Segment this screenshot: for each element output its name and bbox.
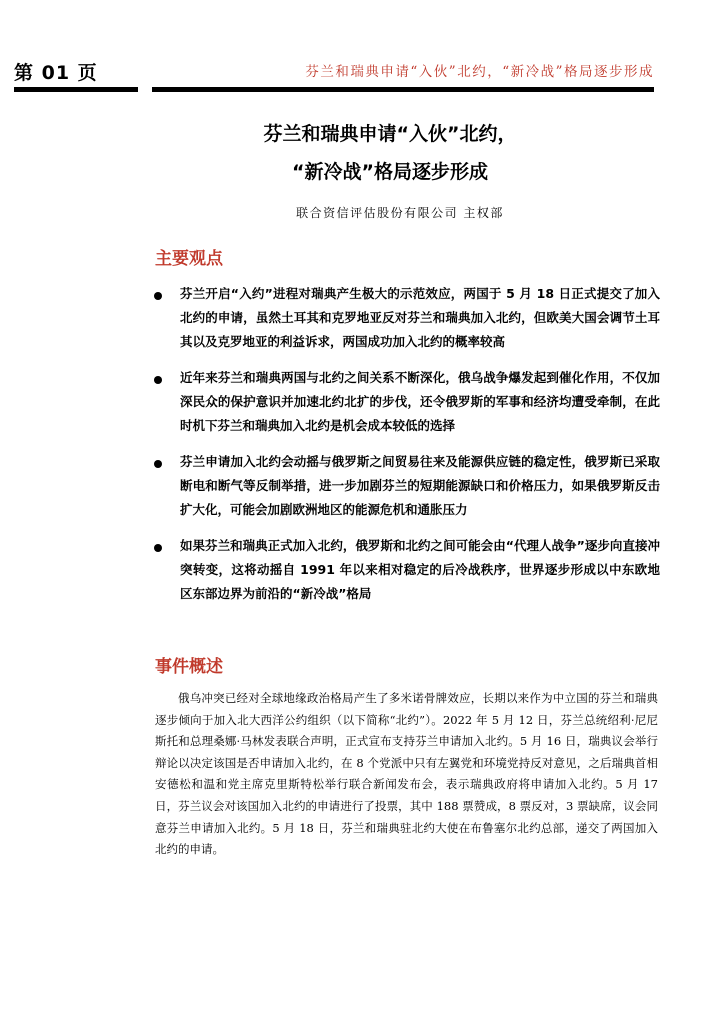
key-points-heading: 主要观点	[155, 249, 223, 269]
overview-paragraph: 俄乌冲突已经对全球地缘政治格局产生了多米诺骨牌效应，长期以来作为中立国的芬兰和瑞典逐步倾向于加入北大西洋公约组织（以下简称“北约”）。2022 年 5 月 12 日，芬兰总统绍利·尼尼斯托和总理桑娜·马林发表联合声明，正式宣布支持芬兰申请加入北约。5 月 16 日，瑞典议会举行辩论以决定该国是否申请加入北约，在 8 个党派中只有左翼党和环境党持反对意见，之后瑞典首相安德松和温和党主席克里斯特松举行联合新闻发布会，表示瑞典政府将申请加入北约。5 月 17 日，芬兰议会对该国加入北约的申请进行了投票，其中 188 票赞成，8 票反对，3 票缺席，议会同意芬兰申请加入北约。5 月 18 日，芬兰和瑞典驻北约大使在布鲁塞尔北约总部，递交了两国加入北约的申请。	[155, 691, 658, 857]
overview-heading: 事件概述	[155, 657, 223, 677]
article-title-line2: “新冷战”格局逐步形成	[292, 161, 488, 183]
article-author: 联合资信评估股份有限公司 主权部	[296, 206, 504, 220]
bullet-dot-icon	[154, 292, 162, 300]
key-point-item	[155, 450, 660, 522]
key-point-item	[155, 534, 660, 606]
bullet-dot-icon	[154, 544, 162, 552]
article-title-line1: 芬兰和瑞典申请“入伙”北约，	[263, 123, 517, 145]
running-title: 芬兰和瑞典申请“入伙”北约，“新冷战”格局逐步形成	[305, 64, 654, 80]
key-points-list	[155, 282, 660, 618]
page-header	[0, 0, 724, 100]
key-point-text: 芬兰申请加入北约会动摇与俄罗斯之间贸易往来及能源供应链的稳定性，俄罗斯已采取断电和断气等反制举措，进一步加剧芬兰的短期能源缺口和价格压力，如果俄罗斯反击扩大化，可能会加剧欧洲地区的能源危机和通胀压力	[180, 454, 660, 517]
page-number: 第 01 页	[14, 62, 98, 84]
key-point-text: 芬兰开启“入约”进程对瑞典产生极大的示范效应，两国于 5 月 18 日正式提交了加入北约的申请，虽然土耳其和克罗地亚反对芬兰和瑞典加入北约，但欧美大国会调节土耳其以及克罗地亚的利益诉求，两国成功加入北约的概率较高	[180, 286, 660, 349]
key-point-text: 如果芬兰和瑞典正式加入北约，俄罗斯和北约之间可能会由“代理人战争”逐步向直接冲突转变，这将动摇自 1991 年以来相对稳定的后冷战秩序，世界逐步形成以中东欧地区东部边界为前沿的“新冷战”格局	[180, 538, 660, 601]
header-rule-right	[152, 87, 654, 92]
header-rule-left	[14, 87, 138, 92]
bullet-dot-icon	[154, 460, 162, 468]
key-point-item	[155, 366, 660, 438]
key-point-item	[155, 282, 660, 354]
key-point-text: 近年来芬兰和瑞典两国与北约之间关系不断深化，俄乌战争爆发起到催化作用，不仅加深民众的保护意识并加速北约北扩的步伐，还令俄罗斯的军事和经济均遭受牵制，在此时机下芬兰和瑞典加入北约是机会成本较低的选择	[180, 370, 660, 433]
bullet-dot-icon	[154, 376, 162, 384]
